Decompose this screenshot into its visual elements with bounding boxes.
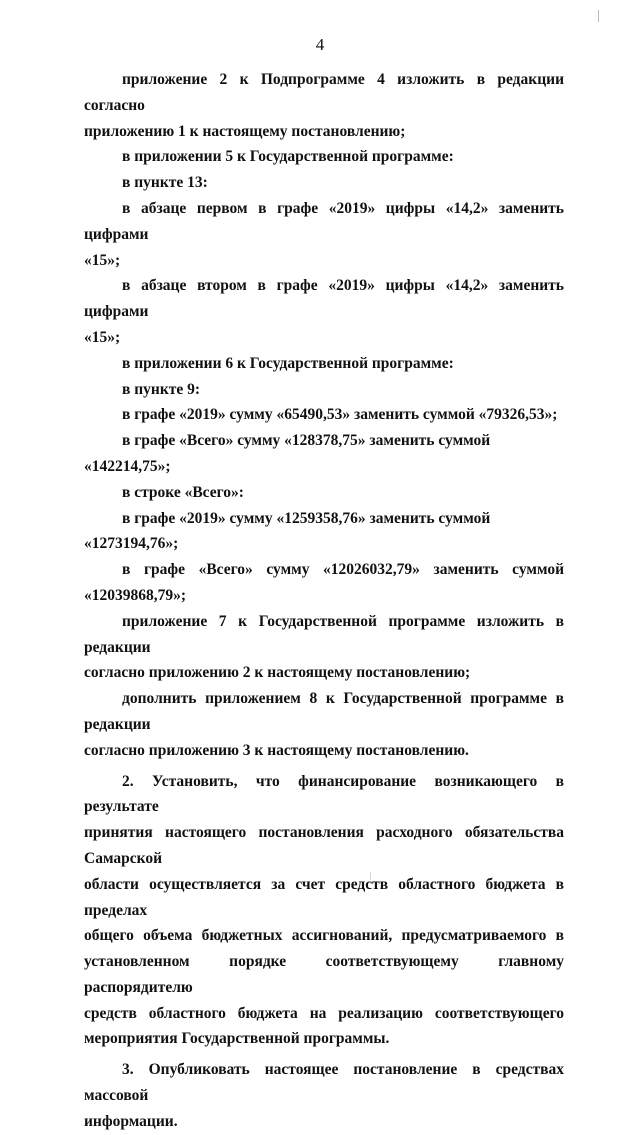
text-line: в пункте 9: (122, 380, 201, 398)
text-line: в абзаце втором в графе «2019» цифры «14,2» заменить цифрами (84, 277, 564, 321)
paragraph (84, 351, 564, 377)
text-line: мероприятия Государственной программы. (84, 1030, 390, 1048)
scan-artifact (598, 10, 599, 22)
scan-artifact (354, 205, 360, 206)
text-line: средств областного бюджета на реализацию соответствующего (84, 1004, 564, 1022)
paragraph (84, 144, 564, 170)
paragraph (84, 67, 564, 144)
text-line: в строке «Всего»: (122, 483, 244, 501)
text-line: согласно приложению 2 к настоящему постановлению; (84, 664, 471, 682)
text-line: дополнить приложением 8 к Государственной программе в редакции (84, 690, 564, 733)
text-line: в графе «2019» сумму «65490,53» заменить суммой «79326,53»; (122, 406, 558, 424)
paragraph (84, 557, 564, 609)
text-line: «15»; (84, 328, 121, 346)
text-line: в пункте 13: (122, 174, 208, 192)
text-line: в графе «Всего» сумму «12026032,79» заменить суммой (122, 561, 564, 579)
paragraph (84, 273, 564, 350)
text-line: 2. Установить, что финансирование возникающего в результате (84, 772, 564, 816)
scan-artifact (370, 872, 371, 880)
text-line: согласно приложению 3 к настоящему постановлению. (84, 741, 469, 759)
text-line: в абзаце первом в графе «2019» цифры «14,2» заменить цифрами (84, 199, 564, 243)
text-line: приложению 1 к настоящему постановлению; (84, 122, 406, 140)
text-line: информации. (84, 1112, 178, 1130)
text-line: «15»; (84, 251, 121, 269)
page-number: 4 (315, 35, 325, 54)
text-line: приложение 2 к Подпрограмме 4 изложить в редакции согласно (84, 71, 564, 114)
paragraph (84, 402, 564, 428)
paragraph (84, 609, 564, 686)
paragraph (84, 196, 564, 273)
text-line: области осуществляется за счет средств областного бюджета в пределах (84, 875, 564, 919)
paragraph (84, 428, 564, 480)
paragraph (84, 1057, 564, 1134)
paragraph (84, 769, 564, 1053)
document-body (84, 67, 564, 1135)
text-line: общего объема бюджетных ассигнований, предусматриваемого в (84, 927, 564, 945)
scan-artifact (160, 880, 161, 888)
text-line: в приложении 5 к Государственной программе: (122, 148, 454, 166)
text-line: 3. Опубликовать настоящее постановление в средствах массовой (84, 1061, 564, 1105)
paragraph (84, 686, 564, 763)
text-line: в приложении 6 к Государственной программе: (122, 354, 454, 372)
text-line: «12039868,79»; (84, 586, 187, 604)
text-line: установленном порядке соответствующему главному распорядителю (84, 953, 564, 996)
text-line: приложение 7 к Государственной программе изложить в редакции (84, 612, 564, 656)
text-line: принятия настоящего постановления расходного обязательства Самарской (84, 824, 564, 867)
paragraph (84, 170, 564, 196)
paragraph (84, 377, 564, 403)
paragraph (84, 480, 564, 506)
text-line: в графе «2019» сумму «1259358,76» заменить суммой «1273194,76»; (84, 509, 491, 553)
text-line: в графе «Всего» сумму «128378,75» заменить суммой «142214,75»; (84, 432, 491, 475)
paragraph (84, 506, 564, 558)
